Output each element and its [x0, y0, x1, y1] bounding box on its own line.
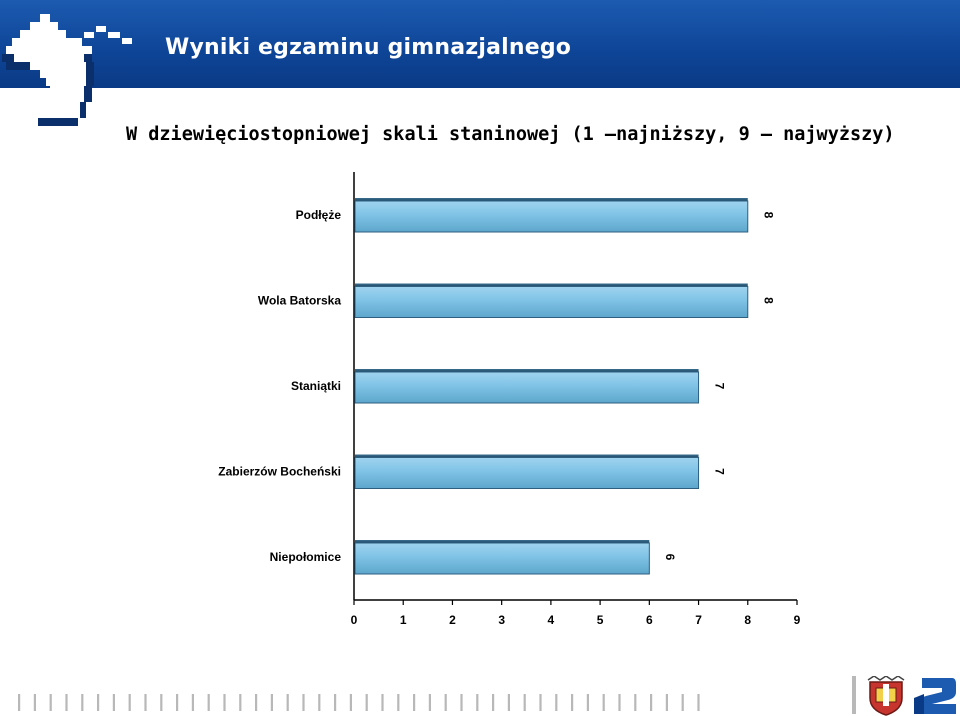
- data-label: 8: [761, 211, 776, 219]
- footer-tick: [129, 694, 131, 711]
- category-label: Niepołomice: [269, 550, 341, 564]
- footer-tick: [239, 694, 241, 711]
- footer-tick: [97, 694, 99, 711]
- footer-tick: [318, 694, 320, 711]
- footer-tick: [18, 694, 20, 711]
- x-tick-label: 4: [547, 613, 555, 627]
- footer-tick: [429, 694, 431, 711]
- footer-tick: [65, 694, 67, 711]
- footer-tick: [381, 694, 383, 711]
- x-tick-label: 9: [793, 613, 801, 627]
- footer-tick: [539, 694, 541, 711]
- footer-tick: [81, 694, 83, 711]
- coat-of-arms-icon: [864, 676, 908, 716]
- category-label: Wola Batorska: [257, 293, 341, 308]
- footer-tick: [208, 694, 210, 711]
- bar: [355, 287, 748, 318]
- footer-tick: [113, 694, 115, 711]
- page-title: Wyniki egzaminu gimnazjalnego: [165, 35, 572, 60]
- footer-tick: [144, 694, 146, 711]
- x-tick-label: 7: [695, 613, 702, 627]
- chart-subtitle: W dziewięciostopniowej skali staninowej (1 –najniższy, 9 – najwyższy): [126, 124, 895, 145]
- footer-tick: [587, 694, 589, 711]
- footer-tick: [160, 694, 162, 711]
- footer-tick: [255, 694, 257, 711]
- bar: [355, 201, 748, 232]
- footer-decoration: [18, 693, 718, 713]
- footer-tick: [50, 694, 52, 711]
- footer-tick: [650, 694, 652, 711]
- footer-separator: [852, 676, 856, 714]
- footer-tick: [524, 694, 526, 711]
- footer-tick: [192, 694, 194, 711]
- footer-tick: [413, 694, 415, 711]
- category-label: Zabierzów Bocheński: [218, 464, 341, 479]
- x-tick-label: 5: [596, 613, 604, 627]
- bar: [355, 543, 649, 574]
- x-tick-label: 8: [744, 613, 752, 627]
- category-label: Staniątki: [290, 379, 341, 393]
- footer-tick: [350, 694, 352, 711]
- footer-tick: [366, 694, 368, 711]
- footer-tick: [571, 694, 573, 711]
- data-label: 7: [712, 382, 727, 390]
- pointing-hand-cursor-icon: [0, 0, 145, 130]
- data-label: 7: [712, 468, 727, 475]
- footer-tick: [445, 694, 447, 711]
- footer-tick: [287, 694, 289, 711]
- x-tick-label: 3: [498, 613, 506, 627]
- x-tick-label: 1: [399, 613, 407, 627]
- footer-tick: [34, 694, 36, 711]
- footer-tick: [618, 694, 620, 711]
- footer-tick: [508, 694, 510, 711]
- x-tick-label: 0: [350, 613, 358, 627]
- bar: [355, 372, 699, 403]
- footer-tick: [397, 694, 399, 711]
- footer-tick: [682, 694, 684, 711]
- footer-tick: [666, 694, 668, 711]
- bar: [355, 458, 699, 489]
- footer-tick: [603, 694, 605, 711]
- title-banner: [0, 0, 960, 88]
- program-logo-icon: [912, 676, 958, 716]
- data-label: 8: [761, 297, 776, 304]
- footer-tick: [271, 694, 273, 711]
- footer-tick: [555, 694, 557, 711]
- footer-tick: [334, 694, 336, 711]
- x-tick-label: 6: [645, 613, 653, 627]
- footer-tick: [634, 694, 636, 711]
- footer-tick: [697, 694, 699, 711]
- footer-tick: [223, 694, 225, 711]
- footer-tick: [460, 694, 462, 711]
- footer-tick: [492, 694, 494, 711]
- footer-tick: [302, 694, 304, 711]
- bar-chart: [0, 160, 960, 640]
- data-label: 6: [663, 553, 678, 561]
- footer-tick: [476, 694, 478, 711]
- x-tick-label: 2: [449, 613, 456, 627]
- footer-tick: [176, 694, 178, 711]
- category-label: Podłęże: [295, 208, 341, 222]
